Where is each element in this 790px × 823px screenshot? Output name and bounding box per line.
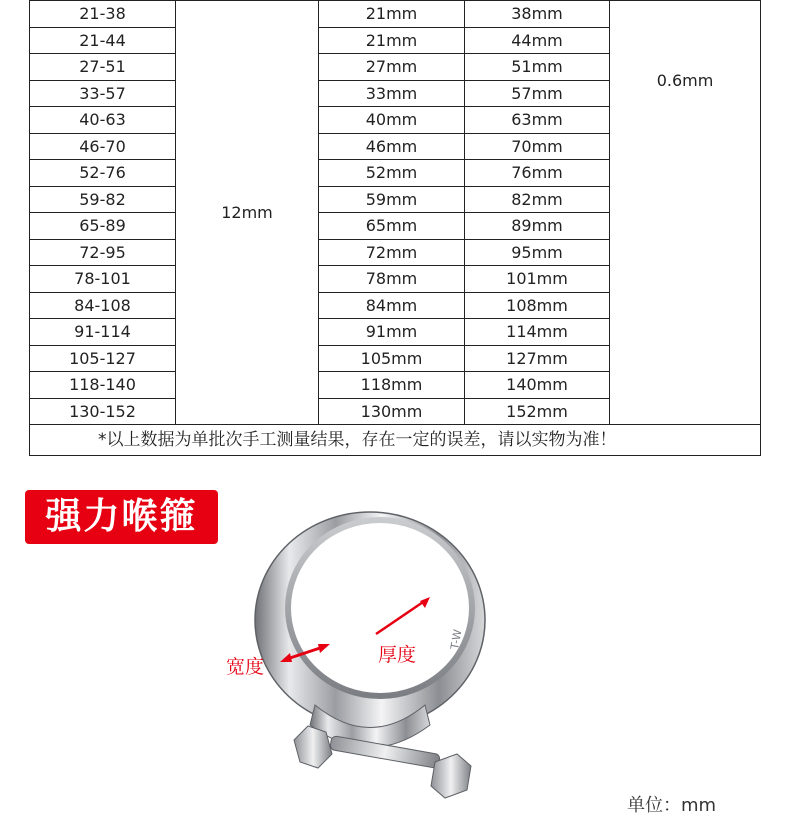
max-cell: 114mm <box>465 319 610 346</box>
max-cell: 63mm <box>465 107 610 134</box>
width-arrow <box>278 640 332 666</box>
section-title-badge: 强力喉箍 <box>25 490 218 544</box>
max-cell: 89mm <box>465 213 610 240</box>
range-cell: 59-82 <box>30 186 176 213</box>
spec-table-body <box>30 1 761 456</box>
max-cell: 101mm <box>465 266 610 293</box>
min-cell: 91mm <box>319 319 465 346</box>
min-cell: 78mm <box>319 266 465 293</box>
unit-text: 单位：mm <box>627 795 717 816</box>
spec-table <box>29 0 761 456</box>
range-cell: 130-152 <box>30 398 176 425</box>
min-cell: 118mm <box>319 372 465 399</box>
max-cell: 76mm <box>465 160 610 187</box>
range-cell: 40-63 <box>30 107 176 134</box>
min-cell: 65mm <box>319 213 465 240</box>
table-row <box>30 1 761 28</box>
max-cell: 152mm <box>465 398 610 425</box>
range-cell: 33-57 <box>30 80 176 107</box>
min-cell: 27mm <box>319 54 465 81</box>
min-cell: 72mm <box>319 239 465 266</box>
max-cell: 51mm <box>465 54 610 81</box>
range-cell: 21-44 <box>30 27 176 54</box>
min-cell: 52mm <box>319 160 465 187</box>
min-cell: 46mm <box>319 133 465 160</box>
thickness-value-cell-continued <box>610 160 761 425</box>
note-row <box>30 425 761 456</box>
range-cell: 21-38 <box>30 1 176 28</box>
thickness-label: 厚度 <box>378 644 417 666</box>
range-cell: 52-76 <box>30 160 176 187</box>
width-label: 宽度 <box>226 656 265 678</box>
thickness-arrow <box>372 592 434 638</box>
max-cell: 70mm <box>465 133 610 160</box>
max-cell: 95mm <box>465 239 610 266</box>
range-cell: 72-95 <box>30 239 176 266</box>
range-cell: 105-127 <box>30 345 176 372</box>
min-cell: 130mm <box>319 398 465 425</box>
note-text: *以上数据为单批次手工测量结果，存在一定的误差，请以实物为准！ <box>30 425 761 456</box>
width-value-cell: 12mm <box>176 1 319 425</box>
range-cell: 91-114 <box>30 319 176 346</box>
range-cell: 84-108 <box>30 292 176 319</box>
range-cell: 118-140 <box>30 372 176 399</box>
range-cell: 27-51 <box>30 54 176 81</box>
max-cell: 108mm <box>465 292 610 319</box>
min-cell: 21mm <box>319 27 465 54</box>
max-cell: 140mm <box>465 372 610 399</box>
svg-text:T-W: T-W <box>448 628 465 651</box>
min-cell: 105mm <box>319 345 465 372</box>
max-cell: 57mm <box>465 80 610 107</box>
range-cell: 46-70 <box>30 133 176 160</box>
min-cell: 40mm <box>319 107 465 134</box>
range-cell: 65-89 <box>30 213 176 240</box>
hose-clamp-image <box>220 500 520 810</box>
min-cell: 84mm <box>319 292 465 319</box>
max-cell: 44mm <box>465 27 610 54</box>
max-cell: 82mm <box>465 186 610 213</box>
min-cell: 21mm <box>319 1 465 28</box>
table-row <box>30 160 761 187</box>
range-cell: 78-101 <box>30 266 176 293</box>
max-cell: 38mm <box>465 1 610 28</box>
max-cell: 127mm <box>465 345 610 372</box>
min-cell: 33mm <box>319 80 465 107</box>
thickness-value-cell: 0.6mm <box>610 1 761 160</box>
min-cell: 59mm <box>319 186 465 213</box>
